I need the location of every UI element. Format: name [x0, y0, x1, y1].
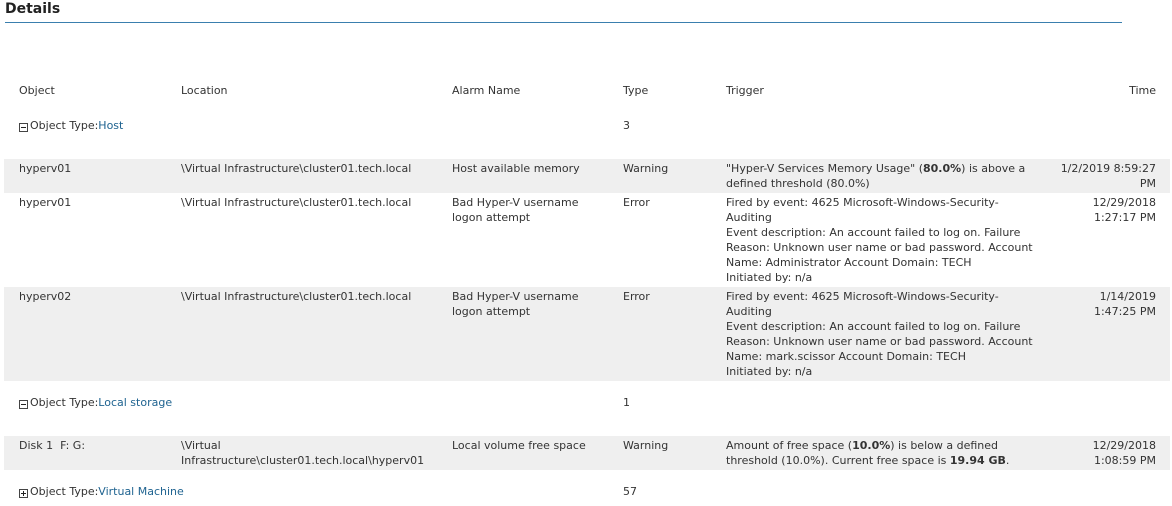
cell-alarm-name: Local volume free space [452, 439, 586, 452]
cell-trigger: "Hyper-V Services Memory Usage" (80.0%) is above a defined threshold (80.0%) [726, 162, 1026, 190]
group-label: Object Type: [30, 485, 99, 498]
column-header-time[interactable]: Time [1129, 84, 1156, 97]
column-header-location[interactable]: Location [181, 84, 228, 97]
cell-location: \Virtual Infrastructure\cluster01.tech.local [181, 162, 412, 175]
group-link-local-storage[interactable]: Local storage [98, 396, 173, 409]
group-header-local-storage[interactable] [19, 395, 172, 410]
group-link-virtual-machine[interactable]: Virtual Machine [98, 485, 184, 498]
cell-location: \Virtual Infrastructure\cluster01.tech.local [181, 196, 412, 209]
column-header-object[interactable]: Object [19, 84, 55, 97]
column-header-type[interactable]: Type [623, 84, 649, 97]
cell-trigger: Fired by event: 4625 Microsoft-Windows-Security- Auditing Event description: An account failed to log on. Failure Reason: Unknown user name or bad password. Account Name: mark.scissor Account Domain: TECH Initiated by: n/a [726, 290, 1033, 378]
cell-object: hyperv02 [19, 290, 72, 303]
group-label: Object Type: [30, 119, 99, 132]
column-header-alarm-name[interactable]: Alarm Name [452, 84, 521, 97]
section-title: Details [5, 1, 61, 17]
cell-type: Error [623, 290, 650, 303]
cell-alarm-name: Bad Hyper-V username logon attempt [452, 290, 579, 318]
cell-type: Warning [623, 162, 669, 175]
group-count: 1 [623, 396, 630, 409]
cell-time: 1/2/2019 8:59:27 PM [1060, 162, 1156, 190]
cell-alarm-name: Host available memory [452, 162, 580, 175]
cell-location: \Virtual Infrastructure\cluster01.tech.local\hyperv01 [181, 439, 425, 467]
collapse-icon[interactable] [19, 123, 28, 132]
cell-trigger: Fired by event: 4625 Microsoft-Windows-Security- Auditing Event description: An account failed to log on. Failure Reason: Unknown user name or bad password. Account Name: Administrator Account Domain: TECH Initiated by: n/a [726, 196, 1033, 284]
cell-trigger: Amount of free space (10.0%) is below a defined threshold (10.0%). Current free space is 19.94 GB. [726, 439, 1010, 467]
cell-alarm-name: Bad Hyper-V username logon attempt [452, 196, 579, 224]
expand-icon[interactable] [19, 489, 28, 498]
cell-type: Error [623, 196, 650, 209]
cell-object: Disk 1 F: G: [19, 439, 86, 452]
group-count: 3 [623, 119, 630, 132]
cell-time: 1/14/2019 1:47:25 PM [1093, 290, 1156, 318]
group-header-virtual-machine[interactable] [19, 484, 184, 499]
cell-object: hyperv01 [19, 162, 72, 175]
column-header-trigger[interactable]: Trigger [726, 84, 764, 97]
group-link-host[interactable]: Host [98, 119, 124, 132]
group-count: 57 [623, 485, 637, 498]
cell-time: 12/29/2018 1:27:17 PM [1092, 196, 1156, 224]
cell-location: \Virtual Infrastructure\cluster01.tech.local [181, 290, 412, 303]
cell-type: Warning [623, 439, 669, 452]
cell-object: hyperv01 [19, 196, 72, 209]
title-divider [5, 22, 1122, 23]
cell-time: 12/29/2018 1:08:59 PM [1092, 439, 1156, 467]
collapse-icon[interactable] [19, 400, 28, 409]
group-label: Object Type: [30, 396, 99, 409]
group-header-host[interactable] [19, 118, 123, 133]
